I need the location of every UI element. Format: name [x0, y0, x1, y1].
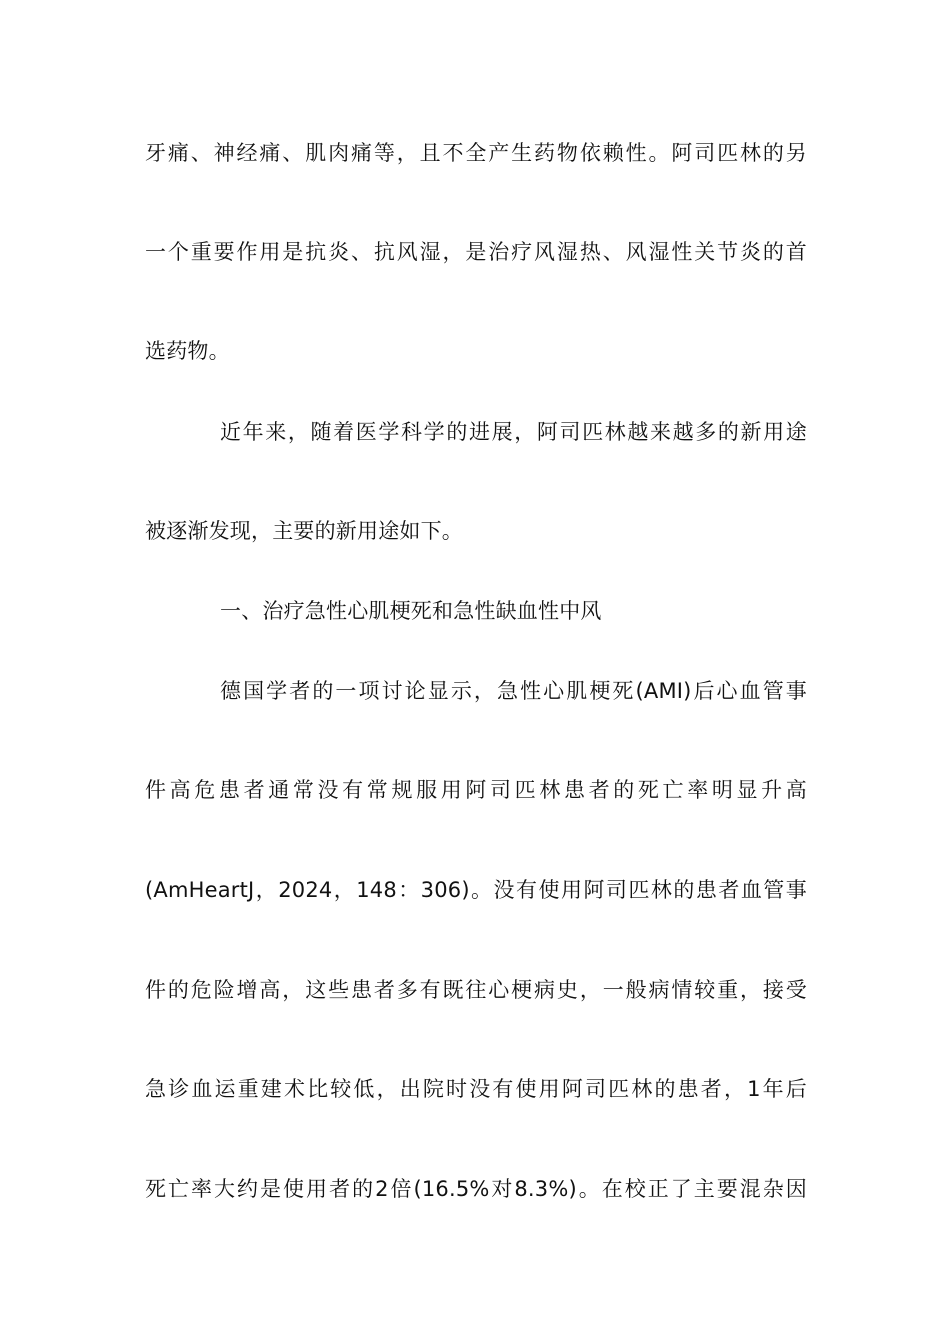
paragraph-line: (AmHeartJ，2024，148：306)。没有使用阿司匹林的患者血管事 [145, 878, 807, 902]
paragraph-line: 近年来，随着医学科学的进展，阿司匹林越来越多的新用途 [220, 420, 807, 444]
paragraph-line: 牙痛、神经痛、肌肉痛等，且不全产生药物依赖性。阿司匹林的另 [145, 141, 807, 165]
paragraph-line: 件的危险增高，这些患者多有既往心梗病史，一般病情较重，接受 [145, 978, 807, 1002]
paragraph-line: 件高危患者通常没有常规服用阿司匹林患者的死亡率明显升高 [145, 778, 807, 802]
paragraph-line: 一个重要作用是抗炎、抗风湿，是治疗风湿热、风湿性关节炎的首 [145, 240, 807, 264]
paragraph-line: 急诊血运重建术比较低，出院时没有使用阿司匹林的患者，1年后 [145, 1077, 807, 1101]
section-heading: 一、治疗急性心肌梗死和急性缺血性中风 [220, 599, 602, 623]
paragraph-line: 被逐渐发现，主要的新用途如下。 [145, 519, 463, 543]
paragraph-line: 德国学者的一项讨论显示，急性心肌梗死(AMI)后心血管事 [220, 679, 807, 703]
paragraph-line: 死亡率大约是使用者的2倍(16.5%对8.3%)。在校正了主要混杂因 [145, 1177, 807, 1201]
paragraph-line: 选药物。 [145, 339, 230, 363]
